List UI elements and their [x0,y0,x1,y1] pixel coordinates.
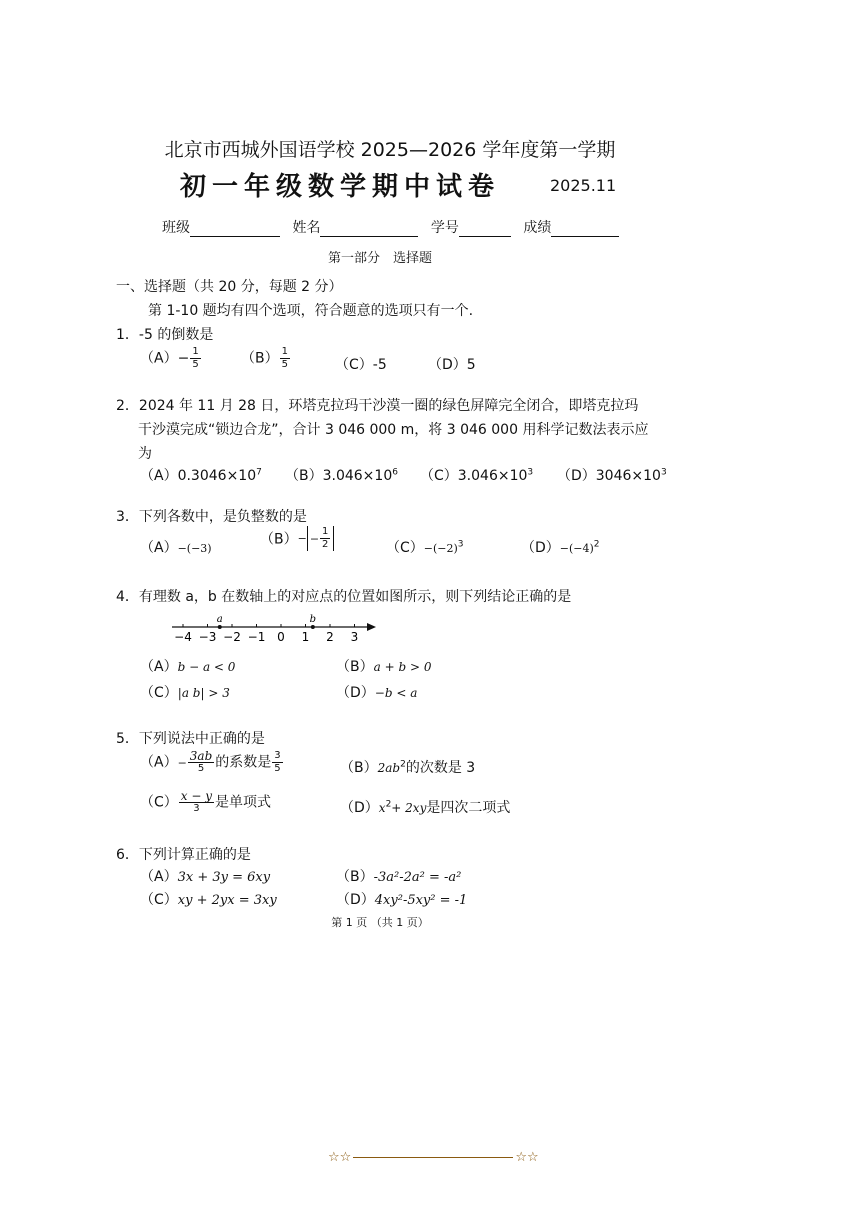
q6-option-d[interactable]: （D）4xy²-5xy² = -1 [336,892,468,908]
score-label: 成绩 [523,220,552,236]
star-icon: ☆☆ [328,1150,352,1165]
q4-option-d[interactable]: （D）−b < a [336,685,418,701]
q5-option-b[interactable]: $(B)2ab^2$的次数是 3 [340,759,476,776]
q2-stem-line3: 为 [138,446,152,462]
q5-option-c[interactable]: （C） $\frac{x - y}{3}$ 是单项式 [140,789,272,814]
q2-option-a[interactable]: $(A)0.3046\times 10^7$ [140,467,262,484]
name-label: 姓名 [292,220,321,236]
q3-b-absolute-value: − $\frac{1}{2}$ [307,526,335,551]
q1-b-fraction: $\frac{1}{5}$ [281,346,288,370]
school-line: 北京市西城外国语学校 2025—2026 学年度第一学期 [164,139,616,161]
exam-title: 初一年级数学期中试卷 [180,172,501,202]
q5-option-a[interactable]: （A）− $\frac{3ab}{5}$ 的系数是 $\frac{3}{5}$ [140,749,281,774]
number-line-point-b [311,625,315,629]
number-line-tick-label: −3 [198,630,217,644]
q3-option-a[interactable]: （A）−(−3) [140,540,212,556]
name-blank[interactable] [320,222,418,237]
number-line-point-label: b [309,614,317,625]
number-line-point-label: a [216,614,223,625]
student-id-label: 学号 [430,220,459,236]
decorative-line [353,1157,513,1158]
q1-option-d[interactable]: （D）5 [428,357,476,373]
q6-option-c[interactable]: （C）xy + 2yx = 3xy [140,892,277,908]
class-label: 班级 [162,220,190,236]
q2-option-d[interactable]: $(D)3046\times 10^3$ [557,467,667,484]
part-title: 第一部分 选择题 [327,251,432,266]
section-instruction: 第 1-10 题均有四个选项，符合题意的选项只有一个. [148,303,474,319]
class-blank[interactable] [190,222,280,237]
score-blank[interactable] [551,222,619,237]
star-icon: ☆☆ [515,1150,539,1165]
number-line-tick-label: 0 [277,630,285,644]
q3-stem: 3．下列各数中，是负整数的是 [116,509,307,525]
number-line-tick-label: 2 [326,630,334,644]
q1-stem: 1．-5 的倒数是 [116,327,214,343]
q1-option-c[interactable]: （C）-5 [335,357,387,373]
q3-option-b[interactable]: （B）− − $\frac{1}{2}$ [260,526,334,551]
q2-stem-line2: 干沙漠完成“锁边合龙”，合计 3 046 000 m，将 3 046 000 用科学记数法表示应 [138,422,649,438]
number-line-tick-label: −4 [174,630,192,644]
number-line-point-a [218,625,222,629]
q2-option-c[interactable]: $(C)3.046\times 10^3$ [420,467,534,484]
q6-stem: 6．下列计算正确的是 [116,847,251,863]
q5-option-d[interactable]: $(D)x^2+ 2xy$是四次二项式 [340,799,511,816]
q1-option-b[interactable]: （B） $\frac{1}{5}$ [241,346,288,370]
number-line [170,610,385,646]
student-id-blank[interactable] [459,222,511,237]
q4-option-c[interactable]: （C）|a b| > 3 [140,685,230,701]
q6-option-a[interactable]: （A）3x + 3y = 6xy [140,869,271,885]
q4-stem: 4．有理数 a，b 在数轴上的对应点的位置如图所示，则下列结论正确的是 [116,589,572,605]
q5-stem: 5．下列说法中正确的是 [116,731,265,747]
number-line-tick-label: 3 [350,630,359,644]
q2-option-b[interactable]: $(B)3.046\times 10^6$ [285,467,398,484]
q3-option-c[interactable]: $(C)-(-2)^3$ [386,539,464,556]
q1-option-a[interactable]: （A）− $\frac{1}{5}$ [140,346,199,370]
q1-a-fraction: $\frac{1}{5}$ [192,346,199,370]
number-line-tick-label: 1 [301,630,310,644]
page-footer: 第 1 页 （共 1 页） [331,916,429,929]
number-line-arrow [367,623,376,631]
q4-option-b[interactable]: （B）a + b > 0 [336,659,432,675]
q4-option-a[interactable]: （A）b − a < 0 [140,659,236,675]
q3-option-d[interactable]: $(D)-(-4)^2$ [521,539,600,556]
number-line-tick-label: −1 [247,630,266,644]
student-info-row [162,217,627,237]
exam-date: 2025.11 [550,176,617,195]
footer-decoration [328,1150,539,1165]
section-title: 一、选择题（共 20 分，每题 2 分） [116,279,343,295]
number-line-tick-label: −2 [223,630,241,644]
q6-option-b[interactable]: （B）-3a²-2a² = -a² [336,869,462,885]
q2-stem-line1: 2．2024 年 11 月 28 日，环塔克拉玛干沙漠一圈的绿色屏障完全闭合，即塔克拉玛 [116,398,639,414]
